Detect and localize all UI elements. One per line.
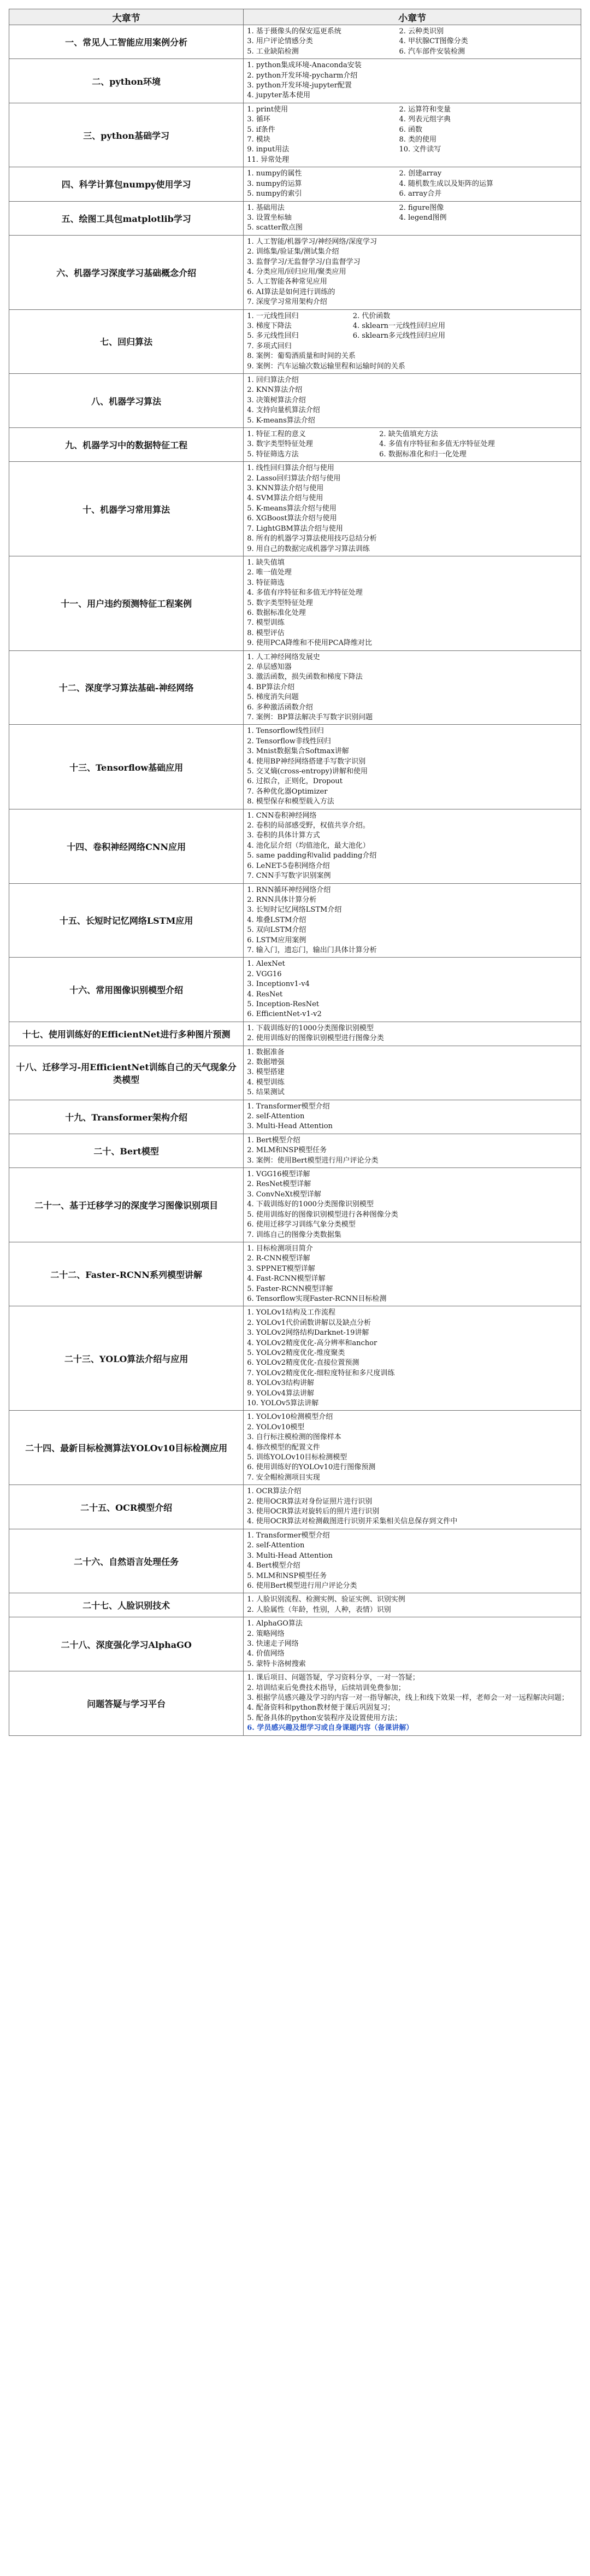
subchapter-item: 3. numpy的运算 xyxy=(247,179,302,188)
subchapter-item: 6. 学员感兴趣及想学习或自身课题内容（备课讲解） xyxy=(247,1724,414,1733)
subchapter-item: 2. MLM和NSP模型任务 xyxy=(247,1146,327,1155)
subchapter-item: 6. 使用Bert模型进行用户评论分类 xyxy=(247,1581,357,1590)
subchapter-item: 2. YOLOv1代价函数讲解以及缺点分析 xyxy=(247,1318,371,1327)
subchapter-item: 4. 模型训练 xyxy=(247,1078,285,1087)
subchapter-item: 2. 策略网络 xyxy=(247,1629,285,1638)
subchapter-list xyxy=(244,1022,581,1046)
subchapter-item: 2. self-Attention xyxy=(247,1112,305,1121)
subchapter-grid xyxy=(247,430,577,460)
chapter-title: 二十、Bert模型 xyxy=(9,1134,244,1167)
chapter-title: 四、科学计算包numpy使用学习 xyxy=(9,167,244,201)
chapter-title: 十八、迁移学习-用EfficientNet训练自己的天气现象分类模型 xyxy=(9,1046,244,1100)
subchapter-list xyxy=(244,1134,581,1167)
subchapter-item: 3. 案例：使用Bert模型进行用户评论分类 xyxy=(247,1156,379,1165)
table-row xyxy=(9,1168,581,1242)
subchapter-item: 1. YOLOv1结构及工作流程 xyxy=(247,1308,335,1317)
subchapter-item: 2. self-Attention xyxy=(247,1541,305,1550)
table-row xyxy=(9,201,581,235)
subchapter-item: 4. 多值有序特征和多值无序特征处理 xyxy=(247,589,363,597)
subchapter-item: 5. 多元线性回归 xyxy=(247,332,299,341)
subchapter-list xyxy=(244,235,581,309)
chapter-title: 六、机器学习深度学习基础概念介绍 xyxy=(9,235,244,309)
table-row xyxy=(9,1593,581,1617)
subchapter-list xyxy=(244,462,581,556)
subchapter-item: 5. YOLOv2精度优化-维度聚类 xyxy=(247,1348,345,1357)
subchapter-list xyxy=(244,883,581,958)
subchapter-item: 4. 修改模型的配置文件 xyxy=(247,1443,320,1452)
header-minor-chapter: 小章节 xyxy=(244,9,581,25)
subchapter-item: 7. 输入门，遗忘门，输出门具体计算分析 xyxy=(247,946,377,954)
table-row xyxy=(9,1242,581,1306)
chapter-title: 十五、长短时记忆网络LSTM应用 xyxy=(9,883,244,958)
subchapter-item: 8. 模型保存和模型载入方法 xyxy=(247,797,334,806)
subchapter-item: 8. YOLOv3结构讲解 xyxy=(247,1379,314,1388)
table-row xyxy=(9,556,581,650)
subchapter-item: 6. 函数 xyxy=(399,125,422,134)
subchapter-item: 3. python开发环境-jupyter配置 xyxy=(247,81,352,90)
chapter-title: 十二、深度学习算法基础-神经网络 xyxy=(9,650,244,725)
subchapter-item: 4. 池化层介绍（均值池化，最大池化） xyxy=(247,841,370,850)
chapter-title: 九、机器学习中的数据特征工程 xyxy=(9,428,244,462)
table-row xyxy=(9,1100,581,1134)
subchapter-item: 1. OCR算法介绍 xyxy=(247,1487,302,1496)
chapter-title: 二十六、自然语言处理任务 xyxy=(9,1529,244,1593)
subchapter-item: 8. 所有的机器学习算法使用技巧总结分析 xyxy=(247,535,377,543)
subchapter-item: 7. 深度学习常用架构介绍 xyxy=(247,298,327,307)
subchapter-list xyxy=(244,309,581,373)
subchapter-item: 2. KNN算法介绍 xyxy=(247,386,303,395)
subchapter-list xyxy=(244,1617,581,1671)
chapter-title: 十三、Tensorflow基础应用 xyxy=(9,725,244,809)
subchapter-item: 6. AI算法是如何进行训练的 xyxy=(247,287,335,296)
subchapter-item: 2. 使用OCR算法对身份证照片进行识别 xyxy=(247,1497,373,1506)
subchapter-item: 7. 各种优化器Optimizer xyxy=(247,787,328,796)
subchapter-item: 3. 长短时记忆网络LSTM介绍 xyxy=(247,906,342,914)
subchapter-item: 2. 唯一值处理 xyxy=(247,568,292,577)
subchapter-item: 2. 缺失值填充方法 xyxy=(379,430,438,439)
subchapter-item: 8. 案例：葡萄酒质量和时间的关系 xyxy=(247,352,356,361)
chapter-title: 二十五、OCR模型介绍 xyxy=(9,1485,244,1529)
subchapter-item: 2. 运算符和变量 xyxy=(399,105,451,114)
table-row xyxy=(9,374,581,428)
subchapter-item: 1. VGG16模型详解 xyxy=(247,1170,310,1179)
subchapter-item: 4. sklearn一元线性回归应用 xyxy=(352,321,446,330)
subchapter-item: 4. jupyter基本使用 xyxy=(247,91,311,100)
subchapter-item: 3. 数字类型特征处理 xyxy=(247,440,313,449)
subchapter-list xyxy=(244,167,581,201)
subchapter-item: 5. 双向LSTM介绍 xyxy=(247,926,306,935)
subchapter-item: 3. KNN算法介绍与使用 xyxy=(247,484,324,493)
subchapter-item: 4. YOLOv2精度优化-高分辨率和anchor xyxy=(247,1339,377,1347)
subchapter-item: 5. 梯度消失问题 xyxy=(247,693,299,702)
table-body xyxy=(9,25,581,1736)
subchapter-item: 7. 训练自己的图像分类数据集 xyxy=(247,1230,341,1239)
subchapter-item: 3. Inceptionv1-v4 xyxy=(247,980,310,989)
subchapter-item: 9. 用自己的数据完成机器学习算法训练 xyxy=(247,544,370,553)
subchapter-item: 2. 使用训练好的图像识别模型进行图像分类 xyxy=(247,1034,384,1043)
subchapter-item: 7. 案例：BP算法解决手写数字识别问题 xyxy=(247,713,373,721)
subchapter-item: 2. YOLOv10模型 xyxy=(247,1423,305,1431)
subchapter-list xyxy=(244,650,581,725)
chapter-title: 一、常见人工智能应用案例分析 xyxy=(9,25,244,59)
chapter-title: 二十八、深度强化学习AlphaGO xyxy=(9,1617,244,1671)
subchapter-item: 9. 案例：汽车运输次数运输里程和运输时间的关系 xyxy=(247,362,405,371)
subchapter-item: 4. 甲状腺CT图像分类 xyxy=(399,37,468,46)
table-row xyxy=(9,1411,581,1485)
subchapter-list xyxy=(244,1411,581,1485)
subchapter-item: 2. VGG16 xyxy=(247,970,282,978)
subchapter-item: 9. 使用PCA降维和不使用PCA降维对比 xyxy=(247,639,372,648)
subchapter-item: 6. 汽车部件安装检测 xyxy=(399,47,465,56)
subchapter-list xyxy=(244,1046,581,1100)
chapter-title: 七、回归算法 xyxy=(9,309,244,373)
table-row xyxy=(9,883,581,958)
subchapter-item: 1. 人工神经网络发展史 xyxy=(247,653,320,661)
subchapter-item: 1. AlphaGO算法 xyxy=(247,1619,303,1628)
subchapter-item: 2. Lasso回归算法介绍与使用 xyxy=(247,474,341,483)
subchapter-item: 1. Transformer模型介绍 xyxy=(247,1531,330,1540)
subchapter-item: 4. Bert模型介绍 xyxy=(247,1562,300,1570)
subchapter-item: 5. 训练YOLOv10目标检测模型 xyxy=(247,1453,347,1462)
subchapter-item: 6. sklearn多元线性回归应用 xyxy=(352,332,446,341)
subchapter-item: 2. 代价函数 xyxy=(352,312,391,320)
subchapter-item: 1. 下载训练好的1000分类图像识别模型 xyxy=(247,1024,374,1032)
subchapter-list xyxy=(244,59,581,103)
subchapter-grid xyxy=(247,169,577,199)
subchapter-item: 1. 数据准备 xyxy=(247,1048,285,1057)
subchapter-item: 1. Tensorflow线性回归 xyxy=(247,727,324,736)
subchapter-list xyxy=(244,809,581,883)
subchapter-item: 3. 设置坐标轴 xyxy=(247,213,292,222)
subchapter-item: 4. 配备资料和python教材便于课后巩固复习； xyxy=(247,1704,395,1712)
subchapter-grid xyxy=(247,203,577,233)
chapter-title: 十四、卷积神经网络CNN应用 xyxy=(9,809,244,883)
subchapter-item: 3. 循环 xyxy=(247,115,270,124)
subchapter-item: 1. 特征工程的意义 xyxy=(247,430,306,439)
subchapter-item: 4. BP算法介绍 xyxy=(247,683,295,691)
subchapter-item: 3. 模型搭建 xyxy=(247,1068,285,1077)
subchapter-item: 5. numpy的索引 xyxy=(247,190,302,198)
subchapter-item: 7. CNN手写数字识别案例 xyxy=(247,872,331,881)
subchapter-item: 1. 基础用法 xyxy=(247,203,285,212)
subchapter-list xyxy=(244,1306,581,1411)
subchapter-list xyxy=(244,428,581,462)
subchapter-item: 5. Inception-ResNet xyxy=(247,1000,320,1008)
subchapter-item: 5. 配备具体的python安装程序及设置使用方法； xyxy=(247,1714,402,1722)
subchapter-item: 5. 交叉熵(cross-entropy)讲解和使用 xyxy=(247,767,368,776)
subchapter-item: 1. 线性回归算法介绍与使用 xyxy=(247,464,334,473)
subchapter-item: 6. Tensorflow实现Faster-RCNN目标检测 xyxy=(247,1294,387,1303)
subchapter-item: 3. 特征筛选 xyxy=(247,578,285,587)
subchapter-item: 11. 异常处理 xyxy=(247,155,290,164)
subchapter-item: 3. 根据学员感兴趣及学习的内容一对一指导解决，线上和线下效果一样，老师会一对一远程解决问题； xyxy=(247,1693,569,1702)
subchapter-item: 4. SVM算法介绍与使用 xyxy=(247,494,323,503)
subchapter-grid xyxy=(247,27,577,57)
subchapter-item: 6. YOLOv2精度优化-直接位置预测 xyxy=(247,1359,359,1368)
subchapter-item: 2. 云种类识别 xyxy=(399,27,444,36)
chapter-title: 十七、使用训练好的EfficientNet进行多种图片预测 xyxy=(9,1022,244,1046)
subchapter-item: 3. 使用OCR算法对旋转后的照片进行识别 xyxy=(247,1507,380,1516)
subchapter-item: 4. 堆叠LSTM介绍 xyxy=(247,916,306,924)
table-row xyxy=(9,725,581,809)
subchapter-item: 2. ResNet模型详解 xyxy=(247,1180,311,1189)
subchapter-item: 1. numpy的属性 xyxy=(247,169,302,178)
subchapter-item: 3. 自行标注模检测的图像样本 xyxy=(247,1433,341,1442)
subchapter-item: 6. XGBoost算法介绍与使用 xyxy=(247,514,337,523)
subchapter-item: 2. figure图像 xyxy=(399,203,444,212)
subchapter-item: 10. 文件读写 xyxy=(399,145,441,154)
subchapter-item: 2. 培训结束后免费技术指导，后续培训免费参加； xyxy=(247,1683,405,1692)
subchapter-item: 6. LeNET-5卷积网络介绍 xyxy=(247,861,330,870)
subchapter-item: 3. 用户评论情感分类 xyxy=(247,37,313,46)
subchapter-item: 1. 人脸识别流程、检测实例、验证实例、识别实例 xyxy=(247,1595,405,1604)
table-row xyxy=(9,309,581,373)
table-row xyxy=(9,958,581,1022)
subchapter-item: 3. 卷积的具体计算方式 xyxy=(247,831,320,840)
subchapter-item: 7. 模块 xyxy=(247,136,270,144)
subchapter-item: 1. Transformer模型介绍 xyxy=(247,1102,330,1111)
subchapter-list xyxy=(244,1168,581,1242)
subchapter-item: 2. 训练集/验证集/测试集介绍 xyxy=(247,248,339,256)
chapter-title: 问题答疑与学习平台 xyxy=(9,1671,244,1735)
table-row xyxy=(9,167,581,201)
subchapter-item: 2. 创建array xyxy=(399,169,442,178)
chapter-title: 二十一、基于迁移学习的深度学习图像识别项目 xyxy=(9,1168,244,1242)
subchapter-item: 4. 随机数生成以及矩阵的运算 xyxy=(399,179,493,188)
subchapter-item: 6. 使用训练好的YOLOv10进行图像预测 xyxy=(247,1463,376,1472)
subchapter-item: 5. if条件 xyxy=(247,125,275,134)
subchapter-item: 5. 使用训练好的图像识别模型进行各种图像分类 xyxy=(247,1210,398,1219)
chapter-title: 五、绘图工具包matplotlib学习 xyxy=(9,201,244,235)
table-row xyxy=(9,428,581,462)
subchapter-item: 1. 基于摄像头的保安巡更系统 xyxy=(247,27,341,36)
subchapter-item: 5. 人工智能各种常见应用 xyxy=(247,278,327,286)
table-row xyxy=(9,59,581,103)
subchapter-item: 7. 多项式回归 xyxy=(247,342,292,350)
subchapter-list xyxy=(244,1485,581,1529)
subchapter-item: 3. 快速走子网络 xyxy=(247,1639,299,1648)
subchapter-item: 2. 单层感知器 xyxy=(247,662,292,671)
subchapter-item: 9. YOLOv4算法讲解 xyxy=(247,1389,314,1398)
table-row xyxy=(9,1022,581,1046)
subchapter-item: 7. LightGBM算法介绍与使用 xyxy=(247,524,343,533)
subchapter-item: 1. YOLOv10检测模型介绍 xyxy=(247,1413,333,1422)
subchapter-item: 3. SPPNET模型详解 xyxy=(247,1264,315,1273)
chapter-title: 三、python基础学习 xyxy=(9,103,244,167)
subchapter-item: 4. 多值有序特征和多值无序特征处理 xyxy=(379,440,495,449)
table-row xyxy=(9,1617,581,1671)
subchapter-item: 7. YOLOv2精度优化-细粒度特征和多尺度训练 xyxy=(247,1369,395,1377)
subchapter-list xyxy=(244,201,581,235)
subchapter-item: 3. 梯度下降法 xyxy=(247,321,292,330)
subchapter-item: 5. 蒙特卡洛树搜索 xyxy=(247,1659,306,1668)
subchapter-item: 3. 决策树算法介绍 xyxy=(247,396,306,404)
chapter-title: 十一、用户违约预测特征工程案例 xyxy=(9,556,244,650)
table-row xyxy=(9,1529,581,1593)
subchapter-item: 10. YOLOv5算法讲解 xyxy=(247,1399,319,1407)
subchapter-item: 1. 一元线性回归 xyxy=(247,312,299,320)
subchapter-item: 5. 特征筛选方法 xyxy=(247,450,299,459)
chapter-title: 十六、常用图像识别模型介绍 xyxy=(9,958,244,1022)
subchapter-item: 4. 下载训练好的1000分类图像识别模型 xyxy=(247,1200,374,1209)
subchapter-item: 1. 回归算法介绍 xyxy=(247,376,299,384)
subchapter-item: 1. RNN循环神经网络介绍 xyxy=(247,885,331,894)
subchapter-item: 5. scatter散点图 xyxy=(247,224,303,232)
subchapter-item: 1. AlexNet xyxy=(247,960,285,969)
header-major-chapter: 大章节 xyxy=(9,9,244,25)
subchapter-item: 6. array合并 xyxy=(399,190,442,198)
subchapter-item: 7. 模型训练 xyxy=(247,619,285,627)
subchapter-item: 3. Multi-Head Attention xyxy=(247,1122,333,1131)
subchapter-item: 2. RNN具体计算分析 xyxy=(247,895,317,904)
subchapter-item: 1. 课后项目、问题答疑，学习资料分享，一对一答疑； xyxy=(247,1674,420,1682)
course-outline-sheet xyxy=(9,9,581,1736)
chapter-title: 八、机器学习算法 xyxy=(9,374,244,428)
subchapter-item: 2. python开发环境-pycharm介绍 xyxy=(247,71,358,80)
table-row xyxy=(9,235,581,309)
table-row xyxy=(9,1671,581,1735)
subchapter-item: 1. Bert模型介绍 xyxy=(247,1136,300,1145)
subchapter-item: 6. EfficientNet-v1-v2 xyxy=(247,1010,322,1019)
subchapter-list xyxy=(244,1100,581,1134)
subchapter-item: 6. 过拟合，正则化，Dropout xyxy=(247,777,343,786)
chapter-title: 二、python环境 xyxy=(9,59,244,103)
subchapter-item: 1. CNN卷积神经网络 xyxy=(247,811,317,820)
subchapter-item: 3. Mnist数据集合Softmax讲解 xyxy=(247,747,349,756)
subchapter-list xyxy=(244,25,581,59)
subchapter-item: 5. 工业缺陷检测 xyxy=(247,47,299,56)
subchapter-item: 5. 结果测试 xyxy=(247,1088,285,1097)
subchapter-item: 4. 使用BP神经网络搭建手写数字识别 xyxy=(247,757,366,766)
subchapter-item: 5. same padding和valid padding介绍 xyxy=(247,852,377,860)
table-row xyxy=(9,650,581,725)
subchapter-item: 8. 类的使用 xyxy=(399,136,436,144)
subchapter-item: 2. 人脸属性（年龄，性别，人种，表情）识别 xyxy=(247,1605,391,1614)
subchapter-list xyxy=(244,1242,581,1306)
table-row xyxy=(9,1485,581,1529)
subchapter-item: 1. 人工智能/机器学习/神经网络/深度学习 xyxy=(247,237,377,246)
table-row xyxy=(9,1134,581,1167)
subchapter-list xyxy=(244,958,581,1022)
subchapter-item: 4. legend图例 xyxy=(399,213,447,222)
table-row xyxy=(9,809,581,883)
subchapter-item: 2. R-CNN模型详解 xyxy=(247,1254,310,1263)
subchapter-item: 6. LSTM应用案例 xyxy=(247,936,306,944)
subchapter-item: 3. 激活函数，损失函数和梯度下降法 xyxy=(247,673,363,682)
chapter-title: 二十三、YOLO算法介绍与应用 xyxy=(9,1306,244,1411)
subchapter-item: 5. Faster-RCNN模型详解 xyxy=(247,1284,333,1293)
subchapter-item: 4. 使用OCR算法对检测截图进行识别并采集相关信息保存到文件中 xyxy=(247,1517,458,1526)
subchapter-item xyxy=(353,342,577,351)
subchapter-item: 7. 安全帽检测项目实现 xyxy=(247,1473,320,1482)
subchapter-item: 3. 监督学习/无监督学习/自监督学习 xyxy=(247,257,361,266)
subchapter-grid xyxy=(247,312,577,372)
subchapter-item: 4. Fast-RCNN模型详解 xyxy=(247,1275,326,1283)
subchapter-list xyxy=(244,374,581,428)
subchapter-item: 3. YOLOv2网络结构Darknet-19讲解 xyxy=(247,1329,369,1337)
subchapter-item: 6. 多种激活函数介绍 xyxy=(247,703,313,712)
subchapter-item: 1. print使用 xyxy=(247,105,288,114)
table-row xyxy=(9,1046,581,1100)
subchapter-list xyxy=(244,103,581,167)
subchapter-item: 3. Multi-Head Attention xyxy=(247,1551,333,1560)
subchapter-list xyxy=(244,1671,581,1735)
subchapter-item: 2. 数据增强 xyxy=(247,1058,285,1066)
table-row xyxy=(9,25,581,59)
subchapter-item: 5. 数字类型特征处理 xyxy=(247,598,313,607)
table-row xyxy=(9,103,581,167)
subchapter-item: 1. 缺失值填 xyxy=(247,558,285,567)
subchapter-item: 6. 数据标准化和归一化处理 xyxy=(379,450,467,459)
subchapter-item: 5. K-means算法介绍与使用 xyxy=(247,504,337,513)
subchapter-list xyxy=(244,556,581,650)
subchapter-item: 2. Tensorflow非线性回归 xyxy=(247,737,331,746)
subchapter-item: 8. 模型评估 xyxy=(247,629,285,637)
subchapter-item: 3. ConvNeXt模型详解 xyxy=(247,1190,321,1199)
subchapter-grid xyxy=(247,105,577,165)
subchapter-item xyxy=(353,362,577,372)
subchapter-item: 1. python集成环境-Anaconda安装 xyxy=(247,61,362,70)
chapter-title: 二十七、人脸识别技术 xyxy=(9,1593,244,1617)
subchapter-item: 4. 支持向量机算法介绍 xyxy=(247,406,320,415)
subchapter-item: 1. 目标检测项目简介 xyxy=(247,1244,313,1253)
header-row xyxy=(9,9,581,25)
subchapter-item: 5. K-means算法介绍 xyxy=(247,416,315,425)
subchapter-list xyxy=(244,725,581,809)
subchapter-item: 6. 使用迁移学习训练气象分类模型 xyxy=(247,1220,356,1229)
subchapter-item: 5. MLM和NSP模型任务 xyxy=(247,1571,327,1580)
subchapter-item: 4. 价值网络 xyxy=(247,1650,285,1658)
subchapter-item: 4. ResNet xyxy=(247,990,283,999)
subchapter-item: 4. 列表元组字典 xyxy=(399,115,451,124)
chapter-title: 二十四、最新目标检测算法YOLOv10目标检测应用 xyxy=(9,1411,244,1485)
table-row xyxy=(9,462,581,556)
subchapter-list xyxy=(244,1593,581,1617)
subchapter-item: 9. input用法 xyxy=(247,145,290,154)
subchapter-item: 6. 数据标准化处理 xyxy=(247,608,306,617)
chapter-title: 十、机器学习常用算法 xyxy=(9,462,244,556)
chapter-title: 二十二、Faster-RCNN系列模型讲解 xyxy=(9,1242,244,1306)
table-row xyxy=(9,1306,581,1411)
subchapter-item: 2. 卷积的局部感受野，权值共享介绍。 xyxy=(247,821,370,830)
course-outline-table xyxy=(9,9,581,1736)
subchapter-list xyxy=(244,1529,581,1593)
chapter-title: 十九、Transformer架构介绍 xyxy=(9,1100,244,1134)
subchapter-item xyxy=(353,351,577,361)
subchapter-item: 4. 分类应用/回归应用/聚类应用 xyxy=(247,267,346,276)
